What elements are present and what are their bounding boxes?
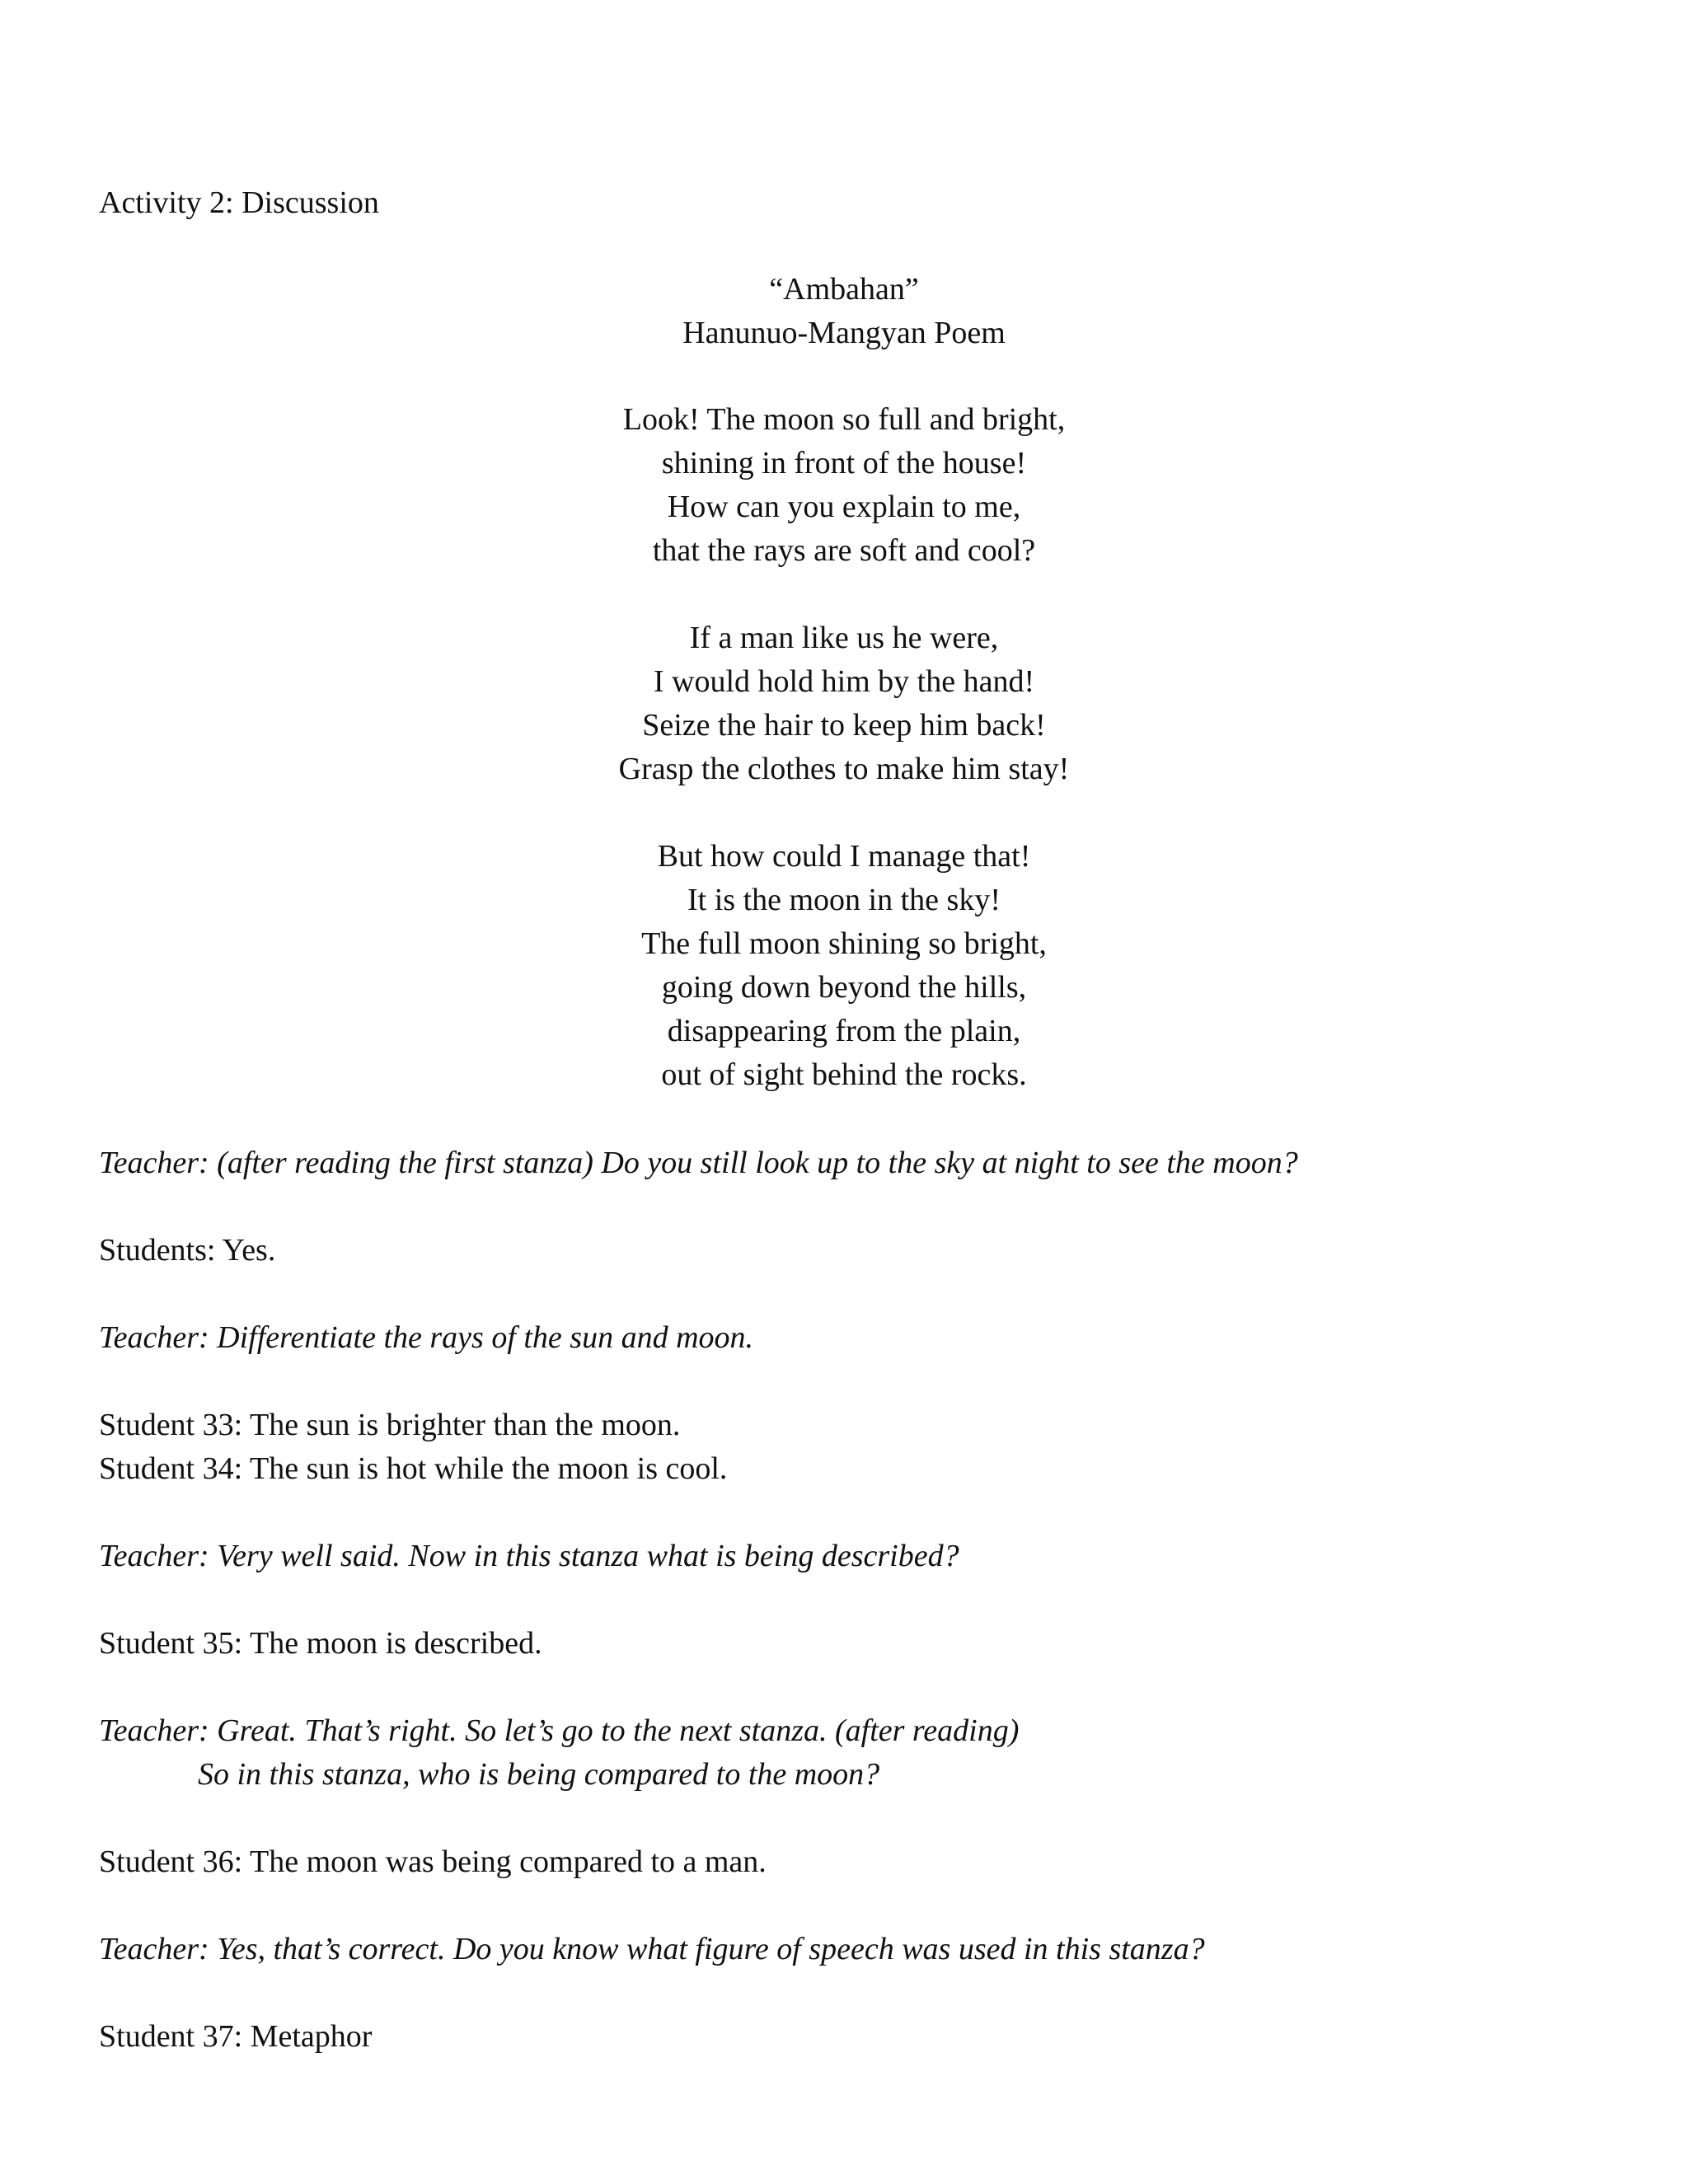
teacher-line: Teacher: (after reading the first stanza) Do you still look up to the sky at night to see the moon? [99, 1146, 1298, 1180]
poem-line: It is the moon in the sky! [687, 883, 1001, 917]
teacher-line: Teacher: Great. That’s right. So let’s go to the next stanza. (after reading) [99, 1713, 1020, 1748]
poem-line: The full moon shining so bright, [641, 926, 1047, 961]
poem-line: out of sight behind the rocks. [661, 1057, 1027, 1092]
teacher-line: Teacher: Differentiate the rays of the sun and moon. [99, 1320, 754, 1355]
teacher-line: Teacher: Yes, that’s correct. Do you know what figure of speech was used in this stanza? [99, 1932, 1205, 1966]
poem-line: Seize the hair to keep him back! [642, 708, 1046, 743]
poem-line: How can you explain to me, [667, 490, 1021, 524]
poem-title: “Ambahan” [769, 272, 919, 307]
poem-line: disappearing from the plain, [667, 1014, 1021, 1048]
poem-line: shining in front of the house! [661, 446, 1027, 480]
student-line: Student 36: The moon was being compared to a man. [99, 1844, 767, 1879]
teacher-line: Teacher: Very well said. Now in this stanza what is being described? [99, 1539, 959, 1573]
activity-heading: Activity 2: Discussion [99, 185, 379, 220]
student-line: Student 37: Metaphor [99, 2019, 373, 2054]
teacher-line-continued: So in this stanza, who is being compared to the moon? [198, 1757, 880, 1792]
poem-line: But how could I manage that! [657, 839, 1031, 874]
poem-subtitle: Hanunuo-Mangyan Poem [682, 316, 1006, 350]
student-line: Student 33: The sun is brighter than the moon. [99, 1408, 681, 1442]
student-line: Students: Yes. [99, 1233, 276, 1268]
poem-line: Look! The moon so full and bright, [622, 402, 1066, 437]
poem-line: If a man like us he were, [689, 621, 999, 655]
poem-line: Grasp the clothes to make him stay! [618, 752, 1070, 786]
poem-line: I would hold him by the hand! [653, 664, 1035, 699]
poem-line: going down beyond the hills, [661, 970, 1027, 1005]
student-line: Student 35: The moon is described. [99, 1626, 542, 1661]
poem-line: that the rays are soft and cool? [652, 533, 1036, 568]
student-line: Student 34: The sun is hot while the moon is cool. [99, 1451, 728, 1486]
